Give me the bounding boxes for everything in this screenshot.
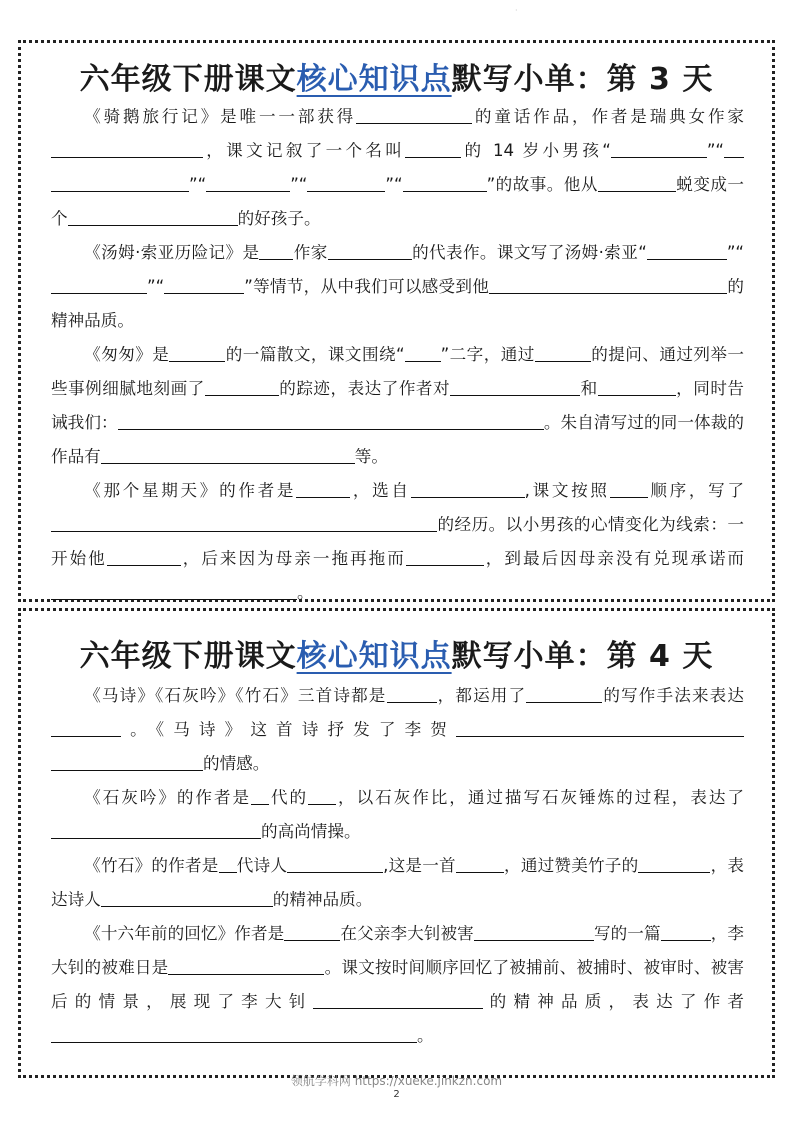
text-segment: “ (638, 243, 647, 262)
text-segment: ，同时告诫我们： (51, 379, 745, 432)
text-segment: 。 (297, 583, 314, 602)
fill-in-blank[interactable] (118, 413, 544, 430)
text-segment: 的精神品质。 (51, 277, 745, 330)
fill-in-blank[interactable] (387, 686, 437, 703)
fill-in-blank[interactable] (356, 107, 472, 124)
fill-in-blank[interactable] (68, 209, 238, 226)
text-segment: ”“ (147, 277, 165, 296)
text-segment: 的 14 岁小男孩“ (461, 141, 611, 160)
fill-in-blank[interactable] (611, 141, 707, 158)
title-suffix: 默写小单：第 4 天 (451, 639, 714, 674)
title-prefix: 六年级下册课文 (79, 62, 297, 97)
text-segment: 代诗人 (236, 856, 288, 875)
text-segment: 的踪迹，表达了作者对 (278, 379, 451, 398)
text-segment: 。课文按时间顺序回忆了被捕前、被 (324, 958, 594, 977)
text-segment: 。朱 (543, 413, 578, 432)
fill-in-blank[interactable] (535, 345, 591, 362)
text-segment: 通过列举一些事例细腻地刻画了 (51, 345, 745, 398)
text-segment: 《十六年前的回忆》作者是 (84, 924, 285, 943)
paragraph (51, 474, 744, 610)
paragraph (51, 338, 744, 474)
text-segment: ，选自 (350, 481, 411, 500)
text-segment: ，以石灰作比，通过描写石灰锤炼的过程，表 (336, 788, 709, 807)
text-segment: 的精神品质，表 (482, 992, 657, 1011)
fill-in-blank[interactable] (405, 345, 441, 362)
text-segment: 的写作手 (602, 686, 675, 705)
fill-in-blank[interactable] (638, 856, 656, 873)
text-segment: 《竹石》的作者是 (84, 856, 219, 875)
text-segment: ”“ (726, 243, 745, 262)
fill-in-blank[interactable] (450, 379, 580, 396)
page-number: 2 (393, 1089, 400, 1100)
fill-in-blank[interactable] (656, 856, 710, 873)
fill-in-blank[interactable] (51, 583, 297, 600)
text-segment: 等。 (354, 447, 388, 466)
text-segment: 的经历。以小男孩的心情变化为线索： (437, 515, 728, 534)
fill-in-blank[interactable] (51, 277, 147, 294)
fill-in-blank[interactable] (313, 992, 483, 1009)
paragraph (51, 849, 744, 917)
paragraph (51, 236, 744, 338)
fill-in-blank[interactable] (308, 788, 336, 805)
fill-in-blank[interactable] (575, 277, 727, 294)
fill-in-blank[interactable] (206, 175, 290, 192)
text-segment: 和 (580, 379, 598, 398)
worksheet-title (21, 54, 772, 98)
text-segment: 的精神品质。 (272, 890, 373, 909)
text-segment: 的情感。 (203, 754, 270, 773)
fill-in-blank[interactable] (647, 243, 727, 260)
title-suffix: 默写小单：第 3 天 (451, 62, 714, 97)
title-highlight: 核心知识点 (296, 62, 452, 97)
fill-in-blank[interactable] (307, 175, 385, 192)
text-segment: 的高尚情操。 (261, 822, 361, 841)
day-4-worksheet (18, 608, 775, 1078)
text-segment: 顺序，写了 (647, 481, 745, 500)
text-segment: ”的故事。他从 (486, 175, 598, 194)
text-segment: 《匆匆》是 (84, 345, 170, 364)
fill-in-blank[interactable] (259, 243, 293, 260)
text-segment: 自清写过的同一体裁的作品有 (51, 413, 744, 466)
text-segment: ，课文记叙了一个名叫 (203, 141, 406, 160)
fill-in-blank[interactable] (456, 856, 504, 873)
fill-in-blank[interactable] (51, 754, 203, 771)
text-segment: 《马诗》《石灰吟》《竹石》三首诗都是 (84, 686, 387, 705)
text-segment: 《骑鹅旅行记》是唯一一部获得 (84, 107, 357, 126)
worksheet-body (21, 100, 772, 610)
text-segment: ，通过赞美竹子的 (503, 856, 639, 875)
text-segment: ”“ (290, 175, 308, 194)
text-segment: 的提问、 (590, 345, 660, 364)
text-segment: 《汤姆·索亚历险记》是 (84, 243, 260, 262)
paragraph (51, 781, 744, 849)
text-segment: ,课文按照 (524, 481, 610, 500)
fill-in-blank[interactable] (411, 481, 525, 498)
fill-in-blank[interactable] (526, 686, 602, 703)
fill-in-blank[interactable] (107, 549, 181, 566)
fill-in-blank[interactable] (101, 447, 355, 464)
fill-in-blank[interactable] (51, 141, 203, 158)
fill-in-blank[interactable] (287, 856, 383, 873)
paragraph (51, 100, 744, 236)
fill-in-blank[interactable] (406, 549, 484, 566)
fill-in-blank[interactable] (219, 856, 237, 873)
text-segment: ”等情节，从中我们可以感受到他 (244, 277, 490, 296)
watermark-footer: 领航学科网 https://xueke.jinkzn.com (290, 1074, 503, 1088)
fill-in-blank[interactable] (164, 277, 244, 294)
text-segment: 。《马诗》这首诗抒发了李贺 (121, 720, 456, 739)
text-segment: 的好孩子。 (237, 209, 321, 228)
fill-in-blank[interactable] (296, 481, 350, 498)
text-segment: ，到最后因母亲没有兑现承 (483, 549, 709, 568)
fill-in-blank[interactable] (169, 345, 225, 362)
text-segment: 的一篇散文，课文围绕“ (225, 345, 405, 364)
paragraph (51, 679, 744, 781)
fill-in-blank[interactable] (168, 958, 324, 975)
fill-in-blank[interactable] (405, 141, 461, 158)
fill-in-blank[interactable] (284, 924, 340, 941)
fill-in-blank[interactable] (456, 720, 744, 737)
fill-in-blank[interactable] (101, 890, 273, 907)
text-segment: ，都运用了 (436, 686, 527, 705)
fill-in-blank[interactable] (205, 379, 279, 396)
text-segment: 捕时、被审时、被害后的情景，展现了李大钊 (51, 958, 744, 1011)
fill-in-blank[interactable] (598, 379, 676, 396)
top-dot: · (515, 6, 518, 15)
title-prefix: 六年级下册课文 (79, 639, 297, 674)
fill-in-blank[interactable] (403, 175, 487, 192)
text-segment: 的代表作。课文写了汤姆·索亚 (411, 243, 639, 262)
fill-in-blank[interactable] (724, 141, 744, 158)
text-segment: 达了作者 (656, 992, 745, 1011)
fill-in-blank[interactable] (474, 924, 594, 941)
text-segment: ，李大钊的被难日是 (51, 924, 745, 977)
fill-in-blank[interactable] (661, 924, 711, 941)
fill-in-blank[interactable] (51, 175, 189, 192)
worksheet-body (21, 679, 772, 1053)
text-segment: 达了 (708, 788, 745, 807)
worksheet-title (21, 631, 772, 675)
fill-in-blank[interactable] (610, 481, 648, 498)
text-segment: 《那个星期天》的作者是 (84, 481, 297, 500)
text-segment: 代的 (269, 788, 309, 807)
text-segment: ”“ (189, 175, 207, 194)
text-segment: ”“ (385, 175, 403, 194)
text-segment: 在父亲李大钊被害 (340, 924, 474, 943)
text-segment: 《石灰吟》的作者是 (84, 788, 252, 807)
fill-in-blank[interactable] (598, 175, 676, 192)
text-segment: 诺而 (708, 549, 745, 568)
fill-in-blank[interactable] (51, 822, 261, 839)
fill-in-blank[interactable] (51, 1026, 417, 1043)
fill-in-blank[interactable] (251, 788, 269, 805)
fill-in-blank[interactable] (328, 243, 412, 260)
text-segment: ,这是一首 (383, 856, 456, 875)
fill-in-blank[interactable] (51, 515, 437, 532)
text-segment: 写的一篇 (593, 924, 661, 943)
text-segment: 作家 (293, 243, 328, 262)
text-segment: 的童话作品，作者是瑞典女作家 (472, 107, 744, 126)
fill-in-blank[interactable] (489, 277, 575, 294)
text-segment: 。 (417, 1026, 434, 1045)
paragraph (51, 917, 744, 1053)
text-segment: 蜕变成一个 (51, 175, 744, 228)
text-segment: ，后来因为母亲一拖再拖而 (180, 549, 406, 568)
title-highlight: 核心知识点 (296, 639, 452, 674)
text-segment: ”“ (706, 141, 725, 160)
day-3-worksheet (18, 40, 775, 602)
fill-in-blank[interactable] (51, 720, 121, 737)
text-segment: 法来表达 (674, 686, 744, 705)
text-segment: 一开始他 (51, 515, 744, 568)
text-segment: ”二字，通过 (440, 345, 535, 364)
text-segment: ，表达诗人 (51, 856, 744, 909)
